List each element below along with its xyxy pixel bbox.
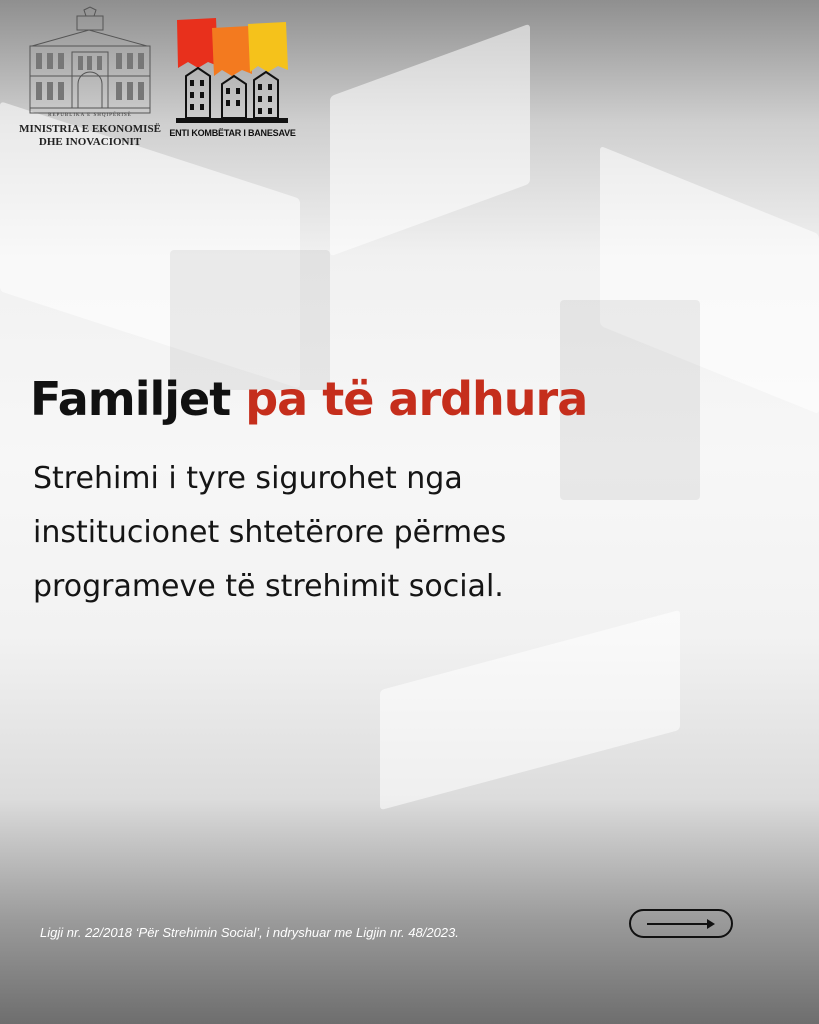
body-line2: institucionet shtetërore përmes xyxy=(33,515,507,550)
ministry-name-line2: DHE INOVACIONIT xyxy=(38,136,142,148)
headline-part2: pa të ardhura xyxy=(245,372,588,426)
next-button[interactable] xyxy=(629,909,733,938)
arrow-right-icon xyxy=(645,918,717,930)
body-line3: programeve të strehimit social. xyxy=(33,569,504,604)
background-shape xyxy=(330,24,530,257)
background-shape xyxy=(170,250,330,390)
housing-buildings-flags-icon xyxy=(172,18,292,133)
body-line1: Strehimi i tyre sigurohet nga xyxy=(33,461,463,496)
headline-part1: Familjet xyxy=(30,372,231,426)
ministry-name xyxy=(10,123,170,149)
background-shape xyxy=(380,610,680,810)
headline xyxy=(30,372,587,426)
ministry-caption: REPUBLIKA E SHQIPËRISË xyxy=(48,113,132,118)
ministry-name-line1: MINISTRIA E EKONOMISË xyxy=(19,123,161,135)
enti-name: ENTI KOMBËTAR I BANESAVE xyxy=(169,128,296,138)
body-text xyxy=(33,452,673,614)
footnote: Ligji nr. 22/2018 ‘Për Strehimin Social’, i ndryshuar me Ligjin nr. 48/2023. xyxy=(40,925,459,940)
